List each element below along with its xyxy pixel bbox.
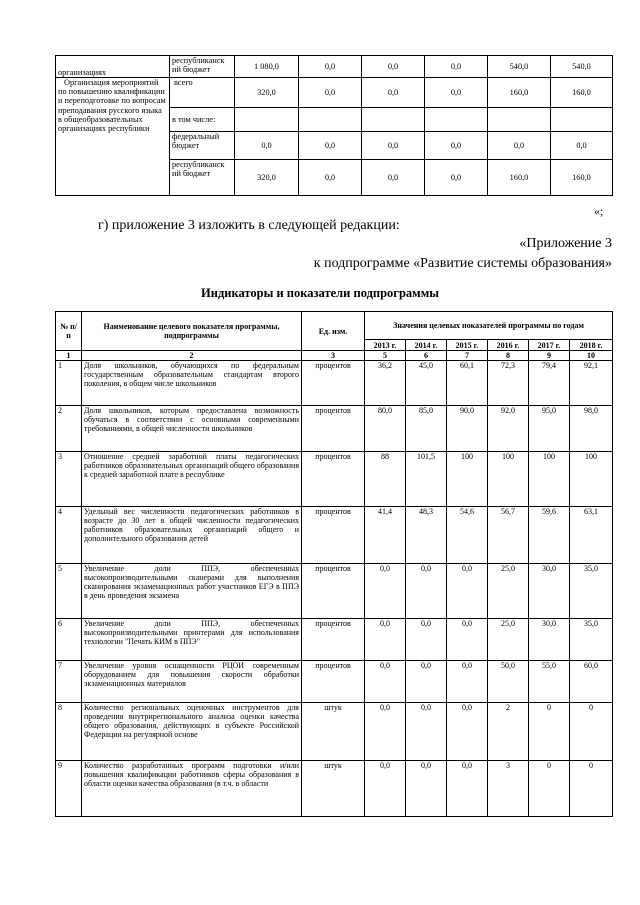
row-number: 5	[56, 564, 82, 619]
column-number: 10	[570, 351, 613, 361]
funding-value: 0,0	[362, 78, 425, 108]
funding-value: 0,0	[362, 160, 425, 196]
funding-value: 1 080,0	[235, 56, 299, 78]
row-number: 2	[56, 406, 82, 452]
indicator-value: 100	[447, 452, 488, 507]
funding-source: федеральный бюджет	[170, 132, 235, 160]
column-number-row	[56, 351, 613, 361]
funding-value	[425, 108, 488, 132]
funding-value: 0,0	[299, 160, 362, 196]
indicator-value: 0,0	[447, 564, 488, 619]
funding-source: всего	[170, 78, 235, 108]
indicator-unit: штук	[302, 703, 365, 761]
table-row	[56, 619, 613, 661]
funding-value: 160,0	[488, 78, 551, 108]
table-row	[56, 452, 613, 507]
indicator-value: 92,0	[488, 406, 529, 452]
indicator-name: Отношение средней заработной платы педагогических работников образовательных организаций общего образования к средней заработной плате в республике	[82, 452, 302, 507]
row-number: 1	[56, 361, 82, 406]
indicator-unit: процентов	[302, 361, 365, 406]
funding-value	[299, 108, 362, 132]
funding-value: 320,0	[235, 78, 299, 108]
row-number: 6	[56, 619, 82, 661]
row-number: 9	[56, 761, 82, 817]
indicator-value: 54,6	[447, 507, 488, 564]
indicator-name: Увеличение доли ППЭ, обеспеченных высокопроизводительными принтерами для использования технологии "Печать КИМ в ППЭ"	[82, 619, 302, 661]
header-row	[56, 312, 613, 340]
indicator-name: Количество региональных оценочных инструментов для проведения внутрирегионального анализа оценки качества общего образования, действующих в субъекте Российской Федерации на регулярной основе	[82, 703, 302, 761]
indicator-value: 100	[570, 452, 613, 507]
funding-value: 0,0	[425, 78, 488, 108]
indicator-value: 36,2	[365, 361, 406, 406]
row-number: 8	[56, 703, 82, 761]
indicator-unit: процентов	[302, 661, 365, 703]
indicator-value: 98,0	[570, 406, 613, 452]
indicator-value: 48,3	[406, 507, 447, 564]
indicator-value: 90,0	[447, 406, 488, 452]
table-row	[56, 564, 613, 619]
funding-value: 160,0	[488, 160, 551, 196]
funding-value	[362, 108, 425, 132]
indicator-value: 59,6	[529, 507, 570, 564]
funding-value: 0,0	[425, 160, 488, 196]
funding-value: 0,0	[299, 132, 362, 160]
funding-value: 0,0	[425, 132, 488, 160]
indicator-value: 85,0	[406, 406, 447, 452]
row-number: 3	[56, 452, 82, 507]
indicator-value: 25,0	[488, 564, 529, 619]
amendment-text: г) приложение 3 изложить в следующей редакции:	[98, 218, 400, 233]
funding-value: 0,0	[299, 56, 362, 78]
indicator-unit: процентов	[302, 619, 365, 661]
measure-name: организациях	[56, 56, 170, 78]
funding-value	[235, 108, 299, 132]
indicator-value: 0,0	[406, 661, 447, 703]
indicators-table	[55, 311, 613, 817]
funding-value: 0,0	[551, 132, 613, 160]
indicator-value: 92,1	[570, 361, 613, 406]
indicator-value: 0,0	[365, 661, 406, 703]
indicator-value: 35,0	[570, 564, 613, 619]
indicator-value: 60,0	[570, 661, 613, 703]
indicator-value: 0,0	[447, 761, 488, 817]
closing-quote: «;	[594, 204, 604, 218]
indicator-value: 72,3	[488, 361, 529, 406]
indicator-value: 41,4	[365, 507, 406, 564]
indicator-value: 0,0	[447, 703, 488, 761]
column-number: 2	[82, 351, 302, 361]
indicator-value: 30,0	[529, 564, 570, 619]
indicator-unit: процентов	[302, 452, 365, 507]
column-number: 1	[56, 351, 82, 361]
indicator-value: 100	[488, 452, 529, 507]
column-number: 3	[302, 351, 365, 361]
indicator-value: 35,0	[570, 619, 613, 661]
funding-value: 320,0	[235, 160, 299, 196]
indicator-value: 0,0	[365, 619, 406, 661]
funding-source: республиканск ий бюджет	[170, 160, 235, 196]
indicator-value: 79,4	[529, 361, 570, 406]
indicator-value: 80,0	[365, 406, 406, 452]
indicator-value: 0,0	[406, 761, 447, 817]
indicator-name: Доля школьников, которым предоставлена возможность обучаться в соответствии с основными современными требованиями, в общей численности школьников	[82, 406, 302, 452]
header-year: 2016 г.	[488, 340, 529, 351]
funding-value: 0,0	[488, 132, 551, 160]
indicator-unit: процентов	[302, 564, 365, 619]
funding-table	[55, 55, 613, 196]
indicator-value: 0,0	[406, 564, 447, 619]
funding-value: 0,0	[235, 132, 299, 160]
indicator-value: 0,0	[406, 619, 447, 661]
indicator-value: 60,1	[447, 361, 488, 406]
appendix-subheading: к подпрограмме «Развитие системы образования»	[313, 256, 612, 271]
indicator-value: 0	[529, 703, 570, 761]
header-num: № п/п	[56, 312, 82, 351]
table-row	[56, 361, 613, 406]
funding-value: 160,0	[551, 78, 613, 108]
funding-value: 0,0	[425, 56, 488, 78]
indicator-value: 0,0	[447, 619, 488, 661]
header-year: 2018 г.	[570, 340, 613, 351]
column-number: 9	[529, 351, 570, 361]
column-number: 8	[488, 351, 529, 361]
page-title: Индикаторы и показатели подпрограммы	[201, 286, 439, 300]
funding-value: 540,0	[551, 56, 613, 78]
funding-value: 0,0	[362, 56, 425, 78]
header-name: Наименование целевого показателя программы, подпрограммы	[82, 312, 302, 351]
indicator-value: 45,0	[406, 361, 447, 406]
funding-value: 160,0	[551, 160, 613, 196]
header-year: 2017 г.	[529, 340, 570, 351]
indicator-value: 0	[570, 761, 613, 817]
funding-source: в том числе:	[170, 108, 235, 132]
indicator-unit: процентов	[302, 406, 365, 452]
indicator-value: 0,0	[365, 703, 406, 761]
indicator-value: 0,0	[365, 761, 406, 817]
indicator-value: 0	[570, 703, 613, 761]
funding-source: республиканск ий бюджет	[170, 56, 235, 78]
column-number: 7	[447, 351, 488, 361]
funding-value: 540,0	[488, 56, 551, 78]
appendix-heading: «Приложение 3	[519, 236, 612, 251]
indicator-name: Удельный вес численности педагогических работников в возрасте до 30 лет в общей численности педагогических работников образовательных организаций общего и дополнительного образования детей	[82, 507, 302, 564]
header-year: 2014 г.	[406, 340, 447, 351]
indicator-value: 50,0	[488, 661, 529, 703]
indicator-unit: процентов	[302, 507, 365, 564]
funding-value	[551, 108, 613, 132]
header-year: 2013 г.	[365, 340, 406, 351]
table-row	[56, 703, 613, 761]
indicator-value: 56,7	[488, 507, 529, 564]
header-unit: Ед. изм.	[302, 312, 365, 351]
funding-value: 0,0	[362, 132, 425, 160]
header-year: 2015 г.	[447, 340, 488, 351]
indicator-value: 30,0	[529, 619, 570, 661]
indicator-name: Количество разработанных программ подготовки и/или повышения квалификации работников сферы образования в области оценки качества образования (в т.ч. в области	[82, 761, 302, 817]
indicator-value: 100	[529, 452, 570, 507]
indicator-name: Увеличение уровня оснащенности РЦОИ современным оборудованием для повышения скорости обработки экзаменационных материалов	[82, 661, 302, 703]
funding-value	[488, 108, 551, 132]
indicator-name: Доля школьников, обучающихся по федеральным государственным образовательным стандартам второго поколения, в общем числе школьников	[82, 361, 302, 406]
column-number: 5	[365, 351, 406, 361]
indicator-value: 63,1	[570, 507, 613, 564]
indicator-value: 101,5	[406, 452, 447, 507]
indicator-value: 25,0	[488, 619, 529, 661]
row-number: 7	[56, 661, 82, 703]
indicator-name: Увеличение доли ППЭ, обеспеченных высокопроизводительными сканерами для выполнения сканирования экзаменационных работ участников ЕГЭ в ППЭ в день проведения экзамена	[82, 564, 302, 619]
header-values-group: Значения целевых показателей программы по годам	[365, 312, 613, 340]
funding-value: 0,0	[299, 78, 362, 108]
funding-row	[56, 56, 613, 78]
indicator-value: 0,0	[406, 703, 447, 761]
indicator-value: 0,0	[365, 564, 406, 619]
table-row	[56, 507, 613, 564]
indicator-value: 0	[529, 761, 570, 817]
indicator-value: 0,0	[447, 661, 488, 703]
indicator-value: 3	[488, 761, 529, 817]
indicator-value: 88	[365, 452, 406, 507]
funding-row	[56, 78, 613, 108]
row-number: 4	[56, 507, 82, 564]
table-row	[56, 661, 613, 703]
indicator-value: 95,0	[529, 406, 570, 452]
column-number: 6	[406, 351, 447, 361]
indicator-unit: штук	[302, 761, 365, 817]
table-row	[56, 406, 613, 452]
measure-name: Организация мероприятий по повышению квалификации и переподготовке по вопросам преподавания русского языка в общеобразовательных организациях республики	[56, 78, 170, 196]
table-row	[56, 761, 613, 817]
indicator-value: 55,0	[529, 661, 570, 703]
indicator-value: 2	[488, 703, 529, 761]
